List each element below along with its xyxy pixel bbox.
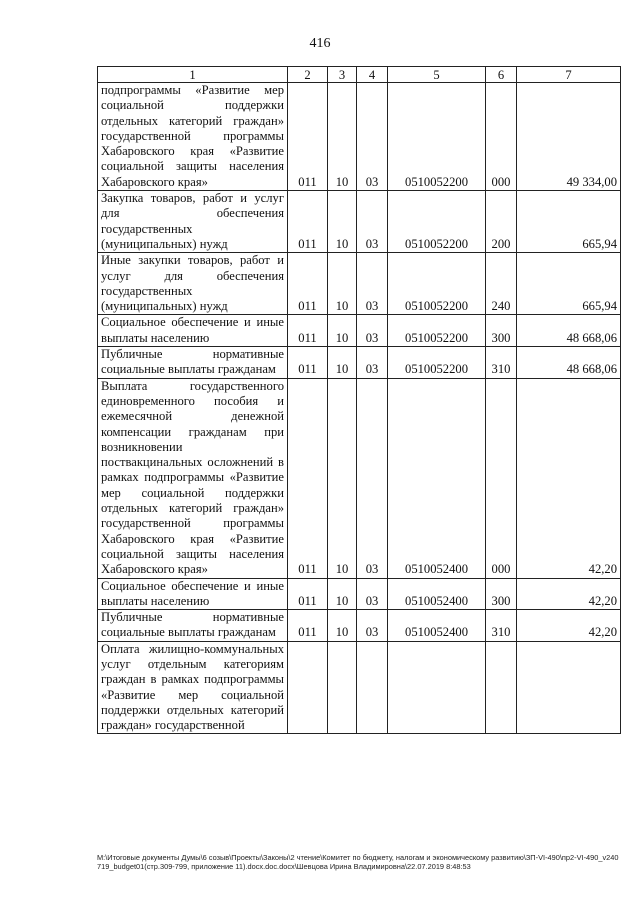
row-amount: 665,94 [517,253,621,315]
row-name: Публичные нормативные социальные выплаты гражданам [98,610,288,642]
row-target-article: 0510052200 [388,253,486,315]
row-ministry-code: 011 [288,610,328,642]
row-amount: 665,94 [517,191,621,253]
row-target-article [388,641,486,734]
row-section-code: 10 [328,315,357,347]
table-row [98,253,621,315]
row-expense-type: 200 [486,191,517,253]
row-expense-type: 300 [486,578,517,610]
row-amount: 42,20 [517,578,621,610]
table-row [98,578,621,610]
row-subsection-code: 03 [357,191,388,253]
row-expense-type: 000 [486,378,517,578]
row-subsection-code: 03 [357,315,388,347]
row-target-article: 0510052200 [388,347,486,379]
table-row [98,347,621,379]
row-subsection-code [357,641,388,734]
table-row [98,191,621,253]
row-expense-type [486,641,517,734]
header-col-6: 6 [486,67,517,83]
budget-table [97,66,621,734]
row-target-article: 0510052200 [388,191,486,253]
row-target-article: 0510052200 [388,83,486,191]
page-number: 416 [309,36,331,51]
row-target-article: 0510052200 [388,315,486,347]
row-target-article: 0510052400 [388,578,486,610]
row-ministry-code: 011 [288,191,328,253]
row-expense-type: 000 [486,83,517,191]
row-ministry-code: 011 [288,315,328,347]
row-expense-type: 310 [486,610,517,642]
row-name: Оплата жилищно-коммунальных услуг отдельным категориям граждан в рамках подпрограммы «Развитие мер социальной поддержки отдельных категорий граждан» государственной [98,641,288,734]
row-section-code: 10 [328,191,357,253]
row-amount: 48 668,06 [517,347,621,379]
row-section-code [328,641,357,734]
row-subsection-code: 03 [357,253,388,315]
row-subsection-code: 03 [357,610,388,642]
row-name: Социальное обеспечение и иные выплаты населению [98,578,288,610]
row-name: Публичные нормативные социальные выплаты гражданам [98,347,288,379]
row-name: подпрограммы «Развитие мер социальной поддержки отдельных категорий граждан» государственной программы Хабаровского края «Развитие социальной защиты населения Хабаровского края» [98,83,288,191]
row-subsection-code: 03 [357,347,388,379]
row-expense-type: 300 [486,315,517,347]
header-row [98,67,621,83]
row-section-code: 10 [328,347,357,379]
header-col-3: 3 [328,67,357,83]
row-subsection-code: 03 [357,578,388,610]
row-ministry-code: 011 [288,83,328,191]
file-path-footer: M:\Итоговые документы Думы\6 созыв\Проекты\Законы\2 чтение\Комитет по бюджету, налогам и экономическому развитию\ЗП-VI-490\пр2-VI-490_v240719_budget01(стр.309-799, приложение 11).docx.doc.docx\Шевцова Ирина Владимировна\22.07.2019 8:48:53 [97,853,619,871]
row-ministry-code: 011 [288,378,328,578]
row-amount [517,641,621,734]
header-col-7: 7 [517,67,621,83]
row-section-code: 10 [328,83,357,191]
header-col-4: 4 [357,67,388,83]
row-expense-type: 240 [486,253,517,315]
row-subsection-code: 03 [357,378,388,578]
row-name: Выплата государственного единовременного пособия и ежемесячной денежной компенсации гражданам при возникновении поствакцинальных осложнений в рамках подпрограммы «Развитие мер социальной поддержки отдельных категорий граждан» государственной программы Хабаровского края «Развитие социальной защиты населения Хабаровского края» [98,378,288,578]
row-amount: 49 334,00 [517,83,621,191]
row-section-code: 10 [328,610,357,642]
row-name: Иные закупки товаров, работ и услуг для обеспечения государственных (муниципальных) нужд [98,253,288,315]
row-name: Социальное обеспечение и иные выплаты населению [98,315,288,347]
row-ministry-code: 011 [288,578,328,610]
row-amount: 48 668,06 [517,315,621,347]
row-ministry-code: 011 [288,253,328,315]
row-section-code: 10 [328,378,357,578]
header-col-5: 5 [388,67,486,83]
table-row [98,378,621,578]
row-expense-type: 310 [486,347,517,379]
row-target-article: 0510052400 [388,378,486,578]
table-row [98,610,621,642]
row-amount: 42,20 [517,378,621,578]
header-col-1: 1 [98,67,288,83]
row-name: Закупка товаров, работ и услуг для обеспечения государственных (муниципальных) нужд [98,191,288,253]
row-target-article: 0510052400 [388,610,486,642]
row-ministry-code [288,641,328,734]
row-section-code: 10 [328,253,357,315]
table-row [98,83,621,191]
header-col-2: 2 [288,67,328,83]
table-row [98,315,621,347]
row-amount: 42,20 [517,610,621,642]
row-section-code: 10 [328,578,357,610]
row-ministry-code: 011 [288,347,328,379]
row-subsection-code: 03 [357,83,388,191]
table-row [98,641,621,734]
